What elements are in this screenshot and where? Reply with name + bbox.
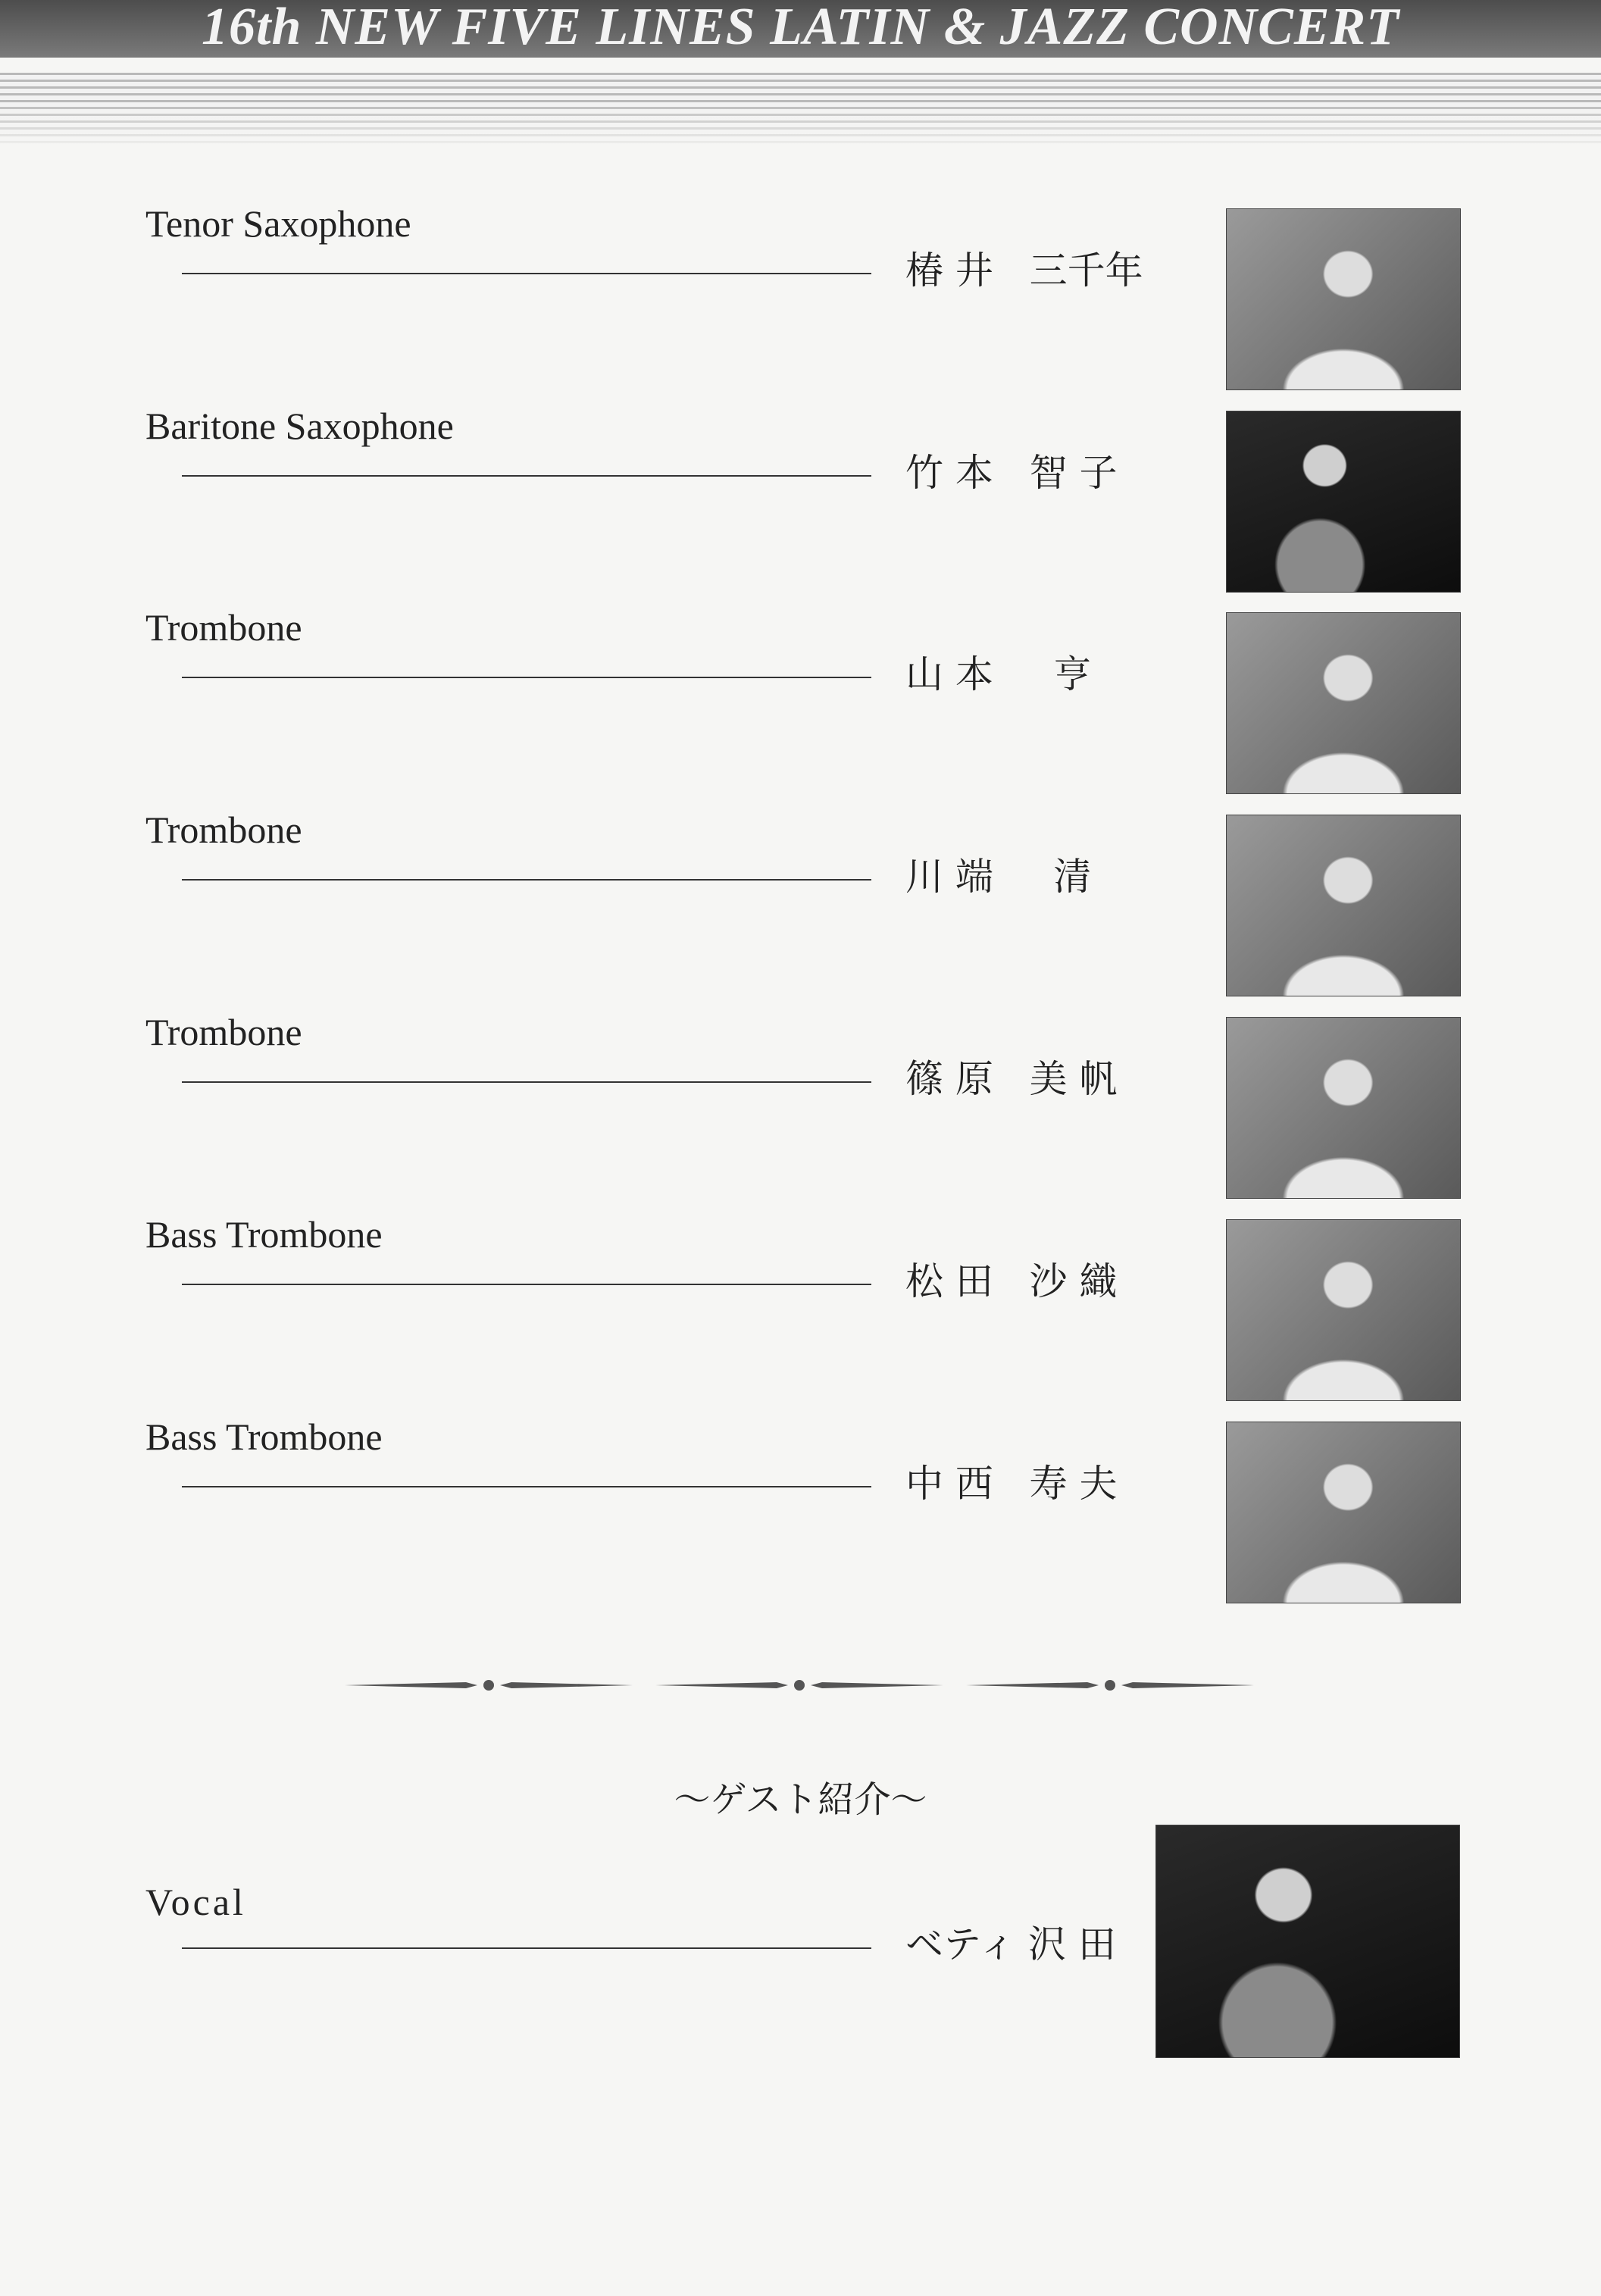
leader-line (182, 677, 871, 678)
leader-line (182, 273, 871, 274)
member-instrument: Trombone (145, 606, 302, 649)
member-entry (0, 201, 1601, 386)
guest-instrument: Vocal (145, 1881, 246, 1923)
member-name: 山 本 亨 (905, 652, 1092, 696)
member-name: 篠 原 美 帆 (905, 1057, 1118, 1101)
member-photo (1226, 1422, 1461, 1603)
ornament-divider (966, 1676, 1254, 1694)
member-photo (1226, 1219, 1461, 1401)
guest-entry (0, 1825, 1601, 2067)
member-entry (0, 1414, 1601, 1600)
member-entry (0, 1009, 1601, 1195)
leader-line (182, 879, 871, 881)
guest-photo (1155, 1825, 1460, 2058)
member-name: 竹 本 智 子 (905, 451, 1118, 495)
member-instrument: Baritone Saxophone (145, 405, 454, 447)
member-photo (1226, 411, 1461, 593)
leader-line (182, 1486, 871, 1487)
leader-line (182, 1284, 871, 1285)
member-instrument: Bass Trombone (145, 1213, 383, 1256)
member-photo (1226, 815, 1461, 996)
member-entry (0, 1212, 1601, 1397)
member-entry (0, 807, 1601, 993)
member-name: 川 端 清 (905, 855, 1092, 899)
member-entry (0, 605, 1601, 790)
leader-line (182, 1081, 871, 1083)
member-photo (1226, 208, 1461, 390)
guest-name: ベティ 沢 田 (905, 1922, 1116, 1966)
header-stripes-fade (0, 73, 1601, 144)
member-name: 中 西 寿 夫 (905, 1462, 1118, 1506)
member-instrument: Trombone (145, 1011, 302, 1053)
concert-title: 16th NEW FIVE LINES LATIN & JAZZ CONCERT (202, 0, 1399, 56)
member-entry (0, 403, 1601, 589)
member-photo (1226, 1017, 1461, 1199)
member-name: 松 田 沙 織 (905, 1259, 1118, 1303)
member-instrument: Trombone (145, 809, 302, 851)
member-instrument: Tenor Saxophone (145, 202, 411, 245)
header-band (0, 0, 1601, 58)
member-name: 椿 井 三千年 (905, 249, 1143, 292)
leader-line (182, 1947, 871, 1949)
guest-heading: ～ゲスト紹介～ (674, 1778, 927, 1821)
ornament-divider (345, 1676, 633, 1694)
member-photo (1226, 612, 1461, 794)
ornament-divider (655, 1676, 943, 1694)
leader-line (182, 475, 871, 477)
member-instrument: Bass Trombone (145, 1415, 383, 1458)
